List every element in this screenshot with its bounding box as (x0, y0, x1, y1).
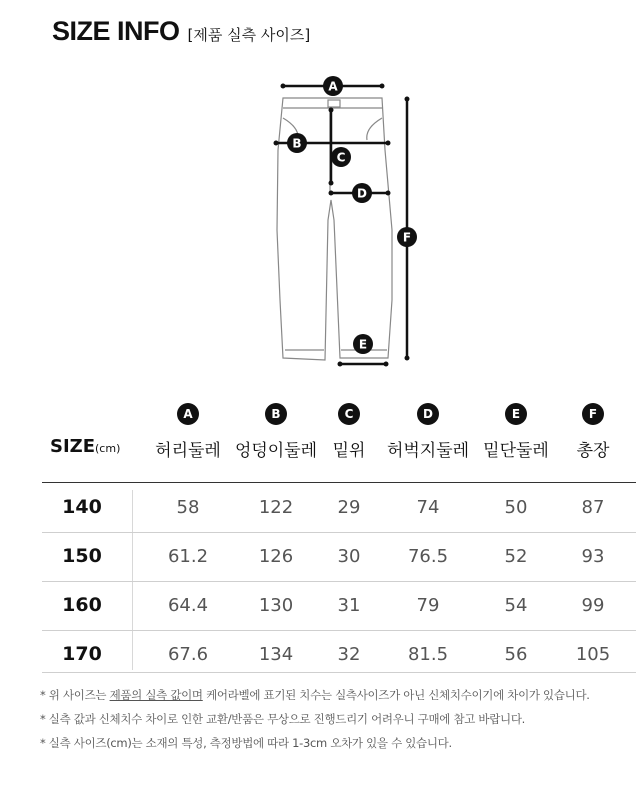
page-subtitle: [제품 실측 사이즈] (187, 26, 311, 44)
cell-length: 93 (581, 546, 605, 567)
marker-e (353, 334, 373, 354)
marker-f-label: F (402, 230, 412, 245)
column-a-marker: A (177, 403, 199, 425)
column-header-hem: 밑단둘레 (483, 441, 549, 461)
marker-c (331, 147, 351, 167)
note-1-suffix: 케어라벨에 표기된 치수는 실측사이즈가 아닌 신체치수이기에 차이가 있습니다. (202, 688, 590, 702)
cell-rise: 31 (337, 595, 361, 616)
marker-b-label: B (292, 136, 302, 151)
cell-waist: 64.4 (167, 595, 209, 616)
cell-hip: 134 (258, 644, 294, 665)
page-title: SIZE INFO (52, 16, 180, 46)
marker-a (323, 76, 343, 96)
row-size: 150 (62, 545, 102, 567)
cell-hip: 130 (258, 595, 294, 616)
note-3: * 실측 사이즈(cm)는 소재의 특성, 측정방법에 따라 1-3cm 오차가 있을 수 있습니다. (40, 736, 452, 750)
cell-hem: 56 (504, 644, 528, 665)
table-row (0, 533, 640, 582)
row-size: 140 (62, 496, 102, 518)
measure-lines (276, 86, 407, 364)
cell-waist: 67.6 (167, 644, 209, 665)
cell-hip: 122 (258, 497, 294, 518)
table-row (0, 582, 640, 631)
cell-length: 87 (581, 497, 605, 518)
table-row (0, 484, 640, 533)
cell-length: 105 (575, 644, 611, 665)
column-e-marker: E (505, 403, 527, 425)
cell-hip: 126 (258, 546, 294, 567)
row-size: 170 (62, 643, 102, 665)
cell-thigh: 76.5 (407, 546, 449, 567)
marker-c-label: C (336, 150, 346, 165)
note-2: * 실측 값과 신체치수 차이로 인한 교환/반품은 무상으로 진행드리기 어려우니 구매에 참고 바랍니다. (40, 712, 526, 726)
note-1-prefix: * 위 사이즈는 (40, 688, 110, 702)
column-header-thigh: 허벅지둘레 (386, 441, 470, 461)
cell-rise: 29 (337, 497, 361, 518)
marker-f (397, 227, 417, 247)
cell-thigh: 74 (416, 497, 440, 518)
cell-waist: 61.2 (167, 546, 209, 567)
column-b-marker: B (265, 403, 287, 425)
table-top-rule (42, 482, 636, 483)
cell-hem: 52 (504, 546, 528, 567)
size-label: SIZE (50, 436, 96, 457)
table-bottom-rule (42, 672, 636, 673)
cell-thigh: 81.5 (407, 644, 449, 665)
note-1 (40, 687, 590, 703)
cell-hem: 50 (504, 497, 528, 518)
marker-a-label: A (328, 79, 338, 94)
cell-length: 99 (581, 595, 605, 616)
column-d-marker: D (417, 403, 439, 425)
column-header-rise: 밑위 (332, 441, 366, 461)
marker-e-label: E (358, 337, 368, 352)
cell-rise: 32 (337, 644, 361, 665)
column-header-length: 총장 (576, 441, 610, 461)
pants-diagram (0, 0, 640, 400)
cell-waist: 58 (176, 497, 200, 518)
note-1-underlined: 제품의 실측 값이며 (109, 688, 203, 702)
cell-hem: 54 (504, 595, 528, 616)
marker-d (352, 183, 372, 203)
column-header-hip: 엉덩이둘레 (234, 441, 318, 461)
row-size: 160 (62, 594, 102, 616)
cell-rise: 30 (337, 546, 361, 567)
column-header-waist: 허리둘레 (155, 441, 221, 461)
size-column-header (50, 436, 120, 457)
marker-d-label: D (357, 186, 367, 201)
column-c-marker: C (338, 403, 360, 425)
cell-thigh: 79 (416, 595, 440, 616)
column-f-marker: F (582, 403, 604, 425)
marker-b (287, 133, 307, 153)
size-unit: (cm) (95, 442, 121, 455)
